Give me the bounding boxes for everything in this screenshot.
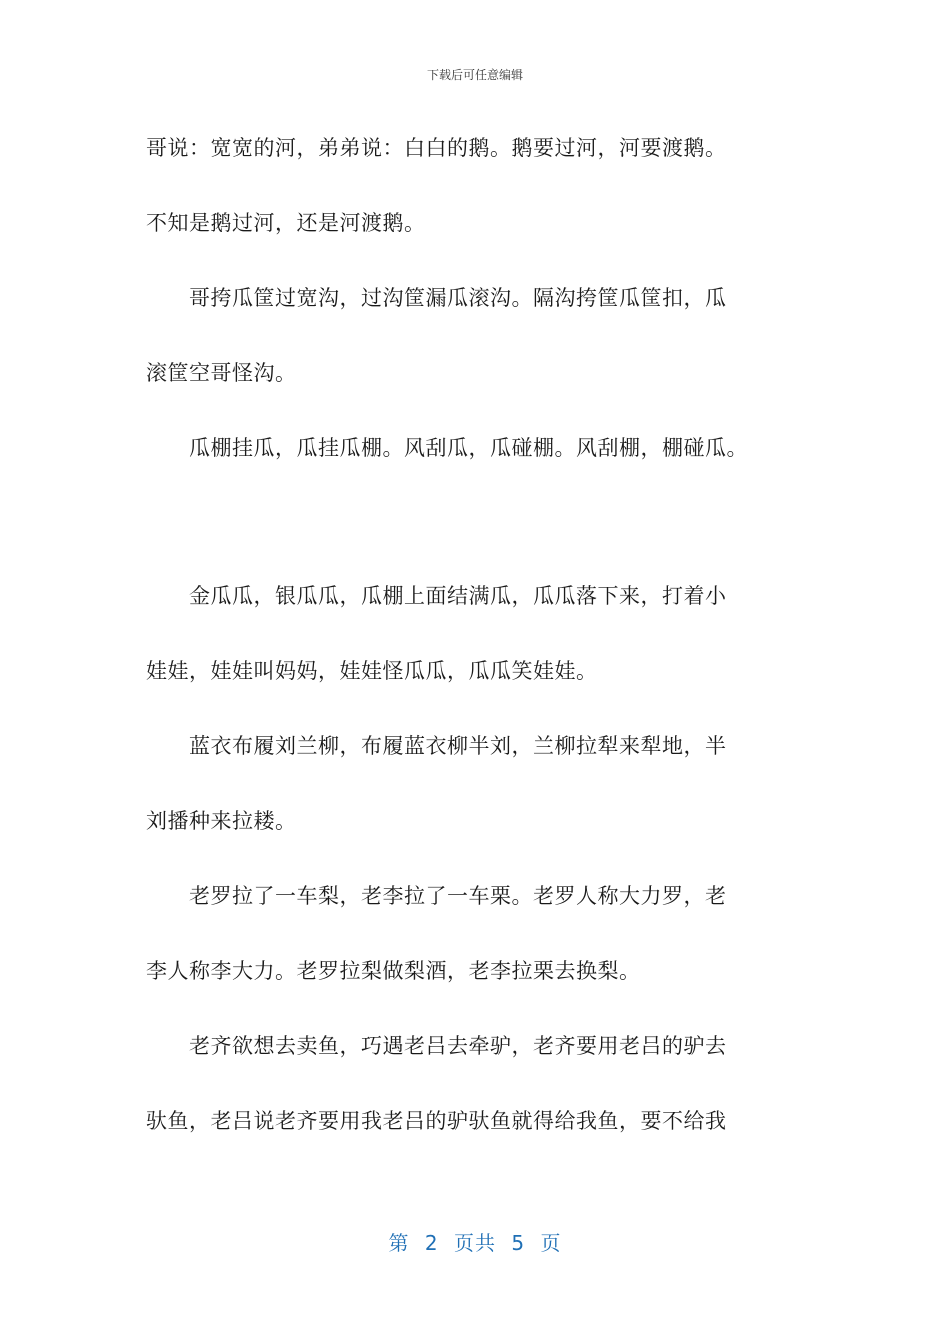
page-footer — [0, 1227, 950, 1256]
footer-middle: 页共 — [454, 1231, 496, 1255]
footer-prefix: 第 — [388, 1231, 410, 1255]
text-line-12: 老齐欲想去卖鱼，巧遇老吕去牵驴，老齐要用老吕的驴去 — [146, 1034, 727, 1058]
footer-suffix: 页 — [540, 1231, 562, 1255]
text-line-3: 哥挎瓜筐过宽沟，过沟筐漏瓜滚沟。隔沟挎筐瓜筐扣，瓜 — [146, 286, 727, 310]
text-line-4: 滚筐空哥怪沟。 — [146, 361, 297, 385]
text-line-10: 老罗拉了一车梨，老李拉了一车栗。老罗人称大力罗，老 — [146, 884, 727, 908]
text-line-2: 不知是鹅过河，还是河渡鹅。 — [146, 211, 426, 235]
text-line-11: 李人称李大力。老罗拉梨做梨酒，老李拉栗去换梨。 — [146, 959, 641, 983]
text-line-9: 刘播种来拉耧。 — [146, 809, 297, 833]
text-line-1: 哥说：宽宽的河，弟弟说：白白的鹅。鹅要过河，河要渡鹅。 — [146, 136, 727, 160]
text-line-8: 蓝衣布履刘兰柳，布履蓝衣柳半刘，兰柳拉犁来犁地，半 — [146, 734, 727, 758]
footer-total-pages: 5 — [511, 1231, 526, 1255]
page-header: 下载后可任意编辑 — [426, 68, 523, 82]
text-line-7: 娃娃，娃娃叫妈妈，娃娃怪瓜瓜，瓜瓜笑娃娃。 — [146, 659, 598, 683]
text-line-13: 驮鱼，老吕说老齐要用我老吕的驴驮鱼就得给我鱼，要不给我 — [146, 1109, 727, 1133]
footer-page-number: 2 — [424, 1231, 439, 1255]
text-line-5: 瓜棚挂瓜，瓜挂瓜棚。风刮瓜，瓜碰棚。风刮棚，棚碰瓜。 — [146, 436, 748, 460]
text-line-6: 金瓜瓜，银瓜瓜，瓜棚上面结满瓜，瓜瓜落下来，打着小 — [146, 584, 727, 608]
